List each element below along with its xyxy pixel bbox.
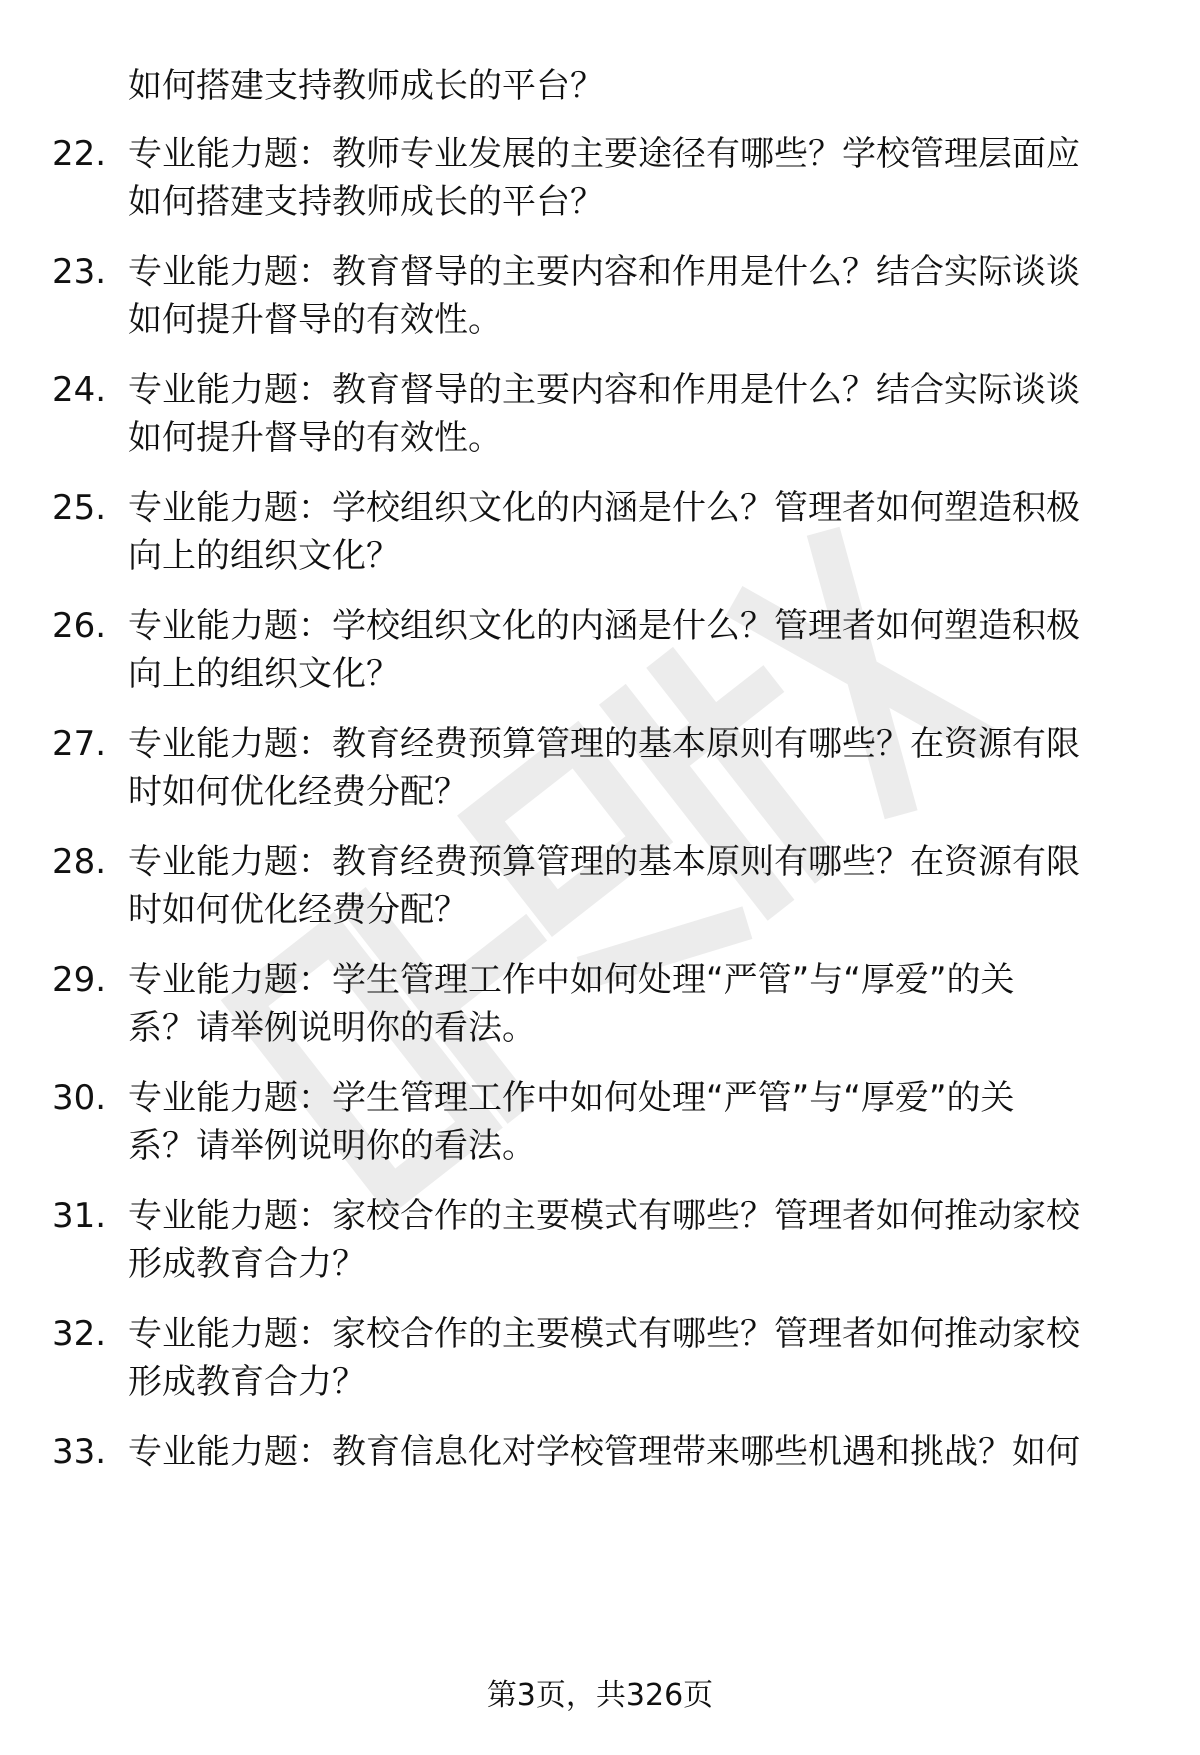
question-line: 专业能力题：教师专业发展的主要途径有哪些？学校管理层面应 xyxy=(128,134,1080,174)
question-text xyxy=(128,838,1188,934)
question-line: 专业能力题：家校合作的主要模式有哪些？管理者如何推动家校 xyxy=(128,1196,1080,1236)
question-line: 专业能力题：教育督导的主要内容和作用是什么？结合实际谈谈 xyxy=(128,252,1080,292)
question-number: 26. xyxy=(52,606,107,646)
question-line: 专业能力题：教育督导的主要内容和作用是什么？结合实际谈谈 xyxy=(128,370,1080,410)
question-line: 如何提升督导的有效性。 xyxy=(128,300,502,340)
question-line: 专业能力题：教育经费预算管理的基本原则有哪些？在资源有限 xyxy=(128,724,1080,764)
question-number: 29. xyxy=(52,960,107,1000)
question-number: 28. xyxy=(52,842,107,882)
question-number: 27. xyxy=(52,724,107,764)
question-line: 专业能力题：教育信息化对学校管理带来哪些机遇和挑战？如何 xyxy=(128,1432,1080,1472)
question-text xyxy=(128,602,1188,698)
question-line: 专业能力题：学校组织文化的内涵是什么？管理者如何塑造积极 xyxy=(128,606,1080,646)
question-line: 如何提升督导的有效性。 xyxy=(128,418,502,458)
question-line: 专业能力题：教育经费预算管理的基本原则有哪些？在资源有限 xyxy=(128,842,1080,882)
question-line: 时如何优化经费分配？ xyxy=(128,772,468,812)
question-line: 向上的组织文化？ xyxy=(128,536,400,576)
question-text xyxy=(128,1192,1188,1288)
question-text xyxy=(128,484,1188,580)
question-line: 专业能力题：学生管理工作中如何处理“严管”与“厚爱”的关 xyxy=(128,1078,1015,1118)
question-text xyxy=(128,1428,1188,1476)
question-text xyxy=(128,1310,1188,1406)
question-number: 25. xyxy=(52,488,107,528)
question-number: 22. xyxy=(52,134,107,174)
question-line: 系？请举例说明你的看法。 xyxy=(128,1008,536,1048)
question-text xyxy=(128,1074,1188,1170)
question-line: 专业能力题：家校合作的主要模式有哪些？管理者如何推动家校 xyxy=(128,1314,1080,1354)
question-text xyxy=(128,956,1188,1052)
question-text xyxy=(128,720,1188,816)
question-line: 形成教育合力？ xyxy=(128,1362,366,1402)
question-number: 33. xyxy=(52,1432,107,1472)
question-number: 31. xyxy=(52,1196,107,1236)
continued-text: 如何搭建支持教师成长的平台？ xyxy=(128,66,604,106)
question-number: 23. xyxy=(52,252,107,292)
question-number: 24. xyxy=(52,370,107,410)
question-line: 时如何优化经费分配？ xyxy=(128,890,468,930)
question-line: 专业能力题：学校组织文化的内涵是什么？管理者如何塑造积极 xyxy=(128,488,1080,528)
question-text xyxy=(128,130,1188,226)
question-line: 专业能力题：学生管理工作中如何处理“严管”与“厚爱”的关 xyxy=(128,960,1015,1000)
question-line: 向上的组织文化？ xyxy=(128,654,400,694)
question-line: 系？请举例说明你的看法。 xyxy=(128,1126,536,1166)
question-number: 32. xyxy=(52,1314,107,1354)
question-number: 30. xyxy=(52,1078,107,1118)
question-text xyxy=(128,366,1188,462)
question-text xyxy=(128,248,1188,344)
page-number-footer: 第3页，共326页 xyxy=(486,1678,714,1713)
question-line: 形成教育合力？ xyxy=(128,1244,366,1284)
question-line: 如何搭建支持教师成长的平台？ xyxy=(128,182,604,222)
